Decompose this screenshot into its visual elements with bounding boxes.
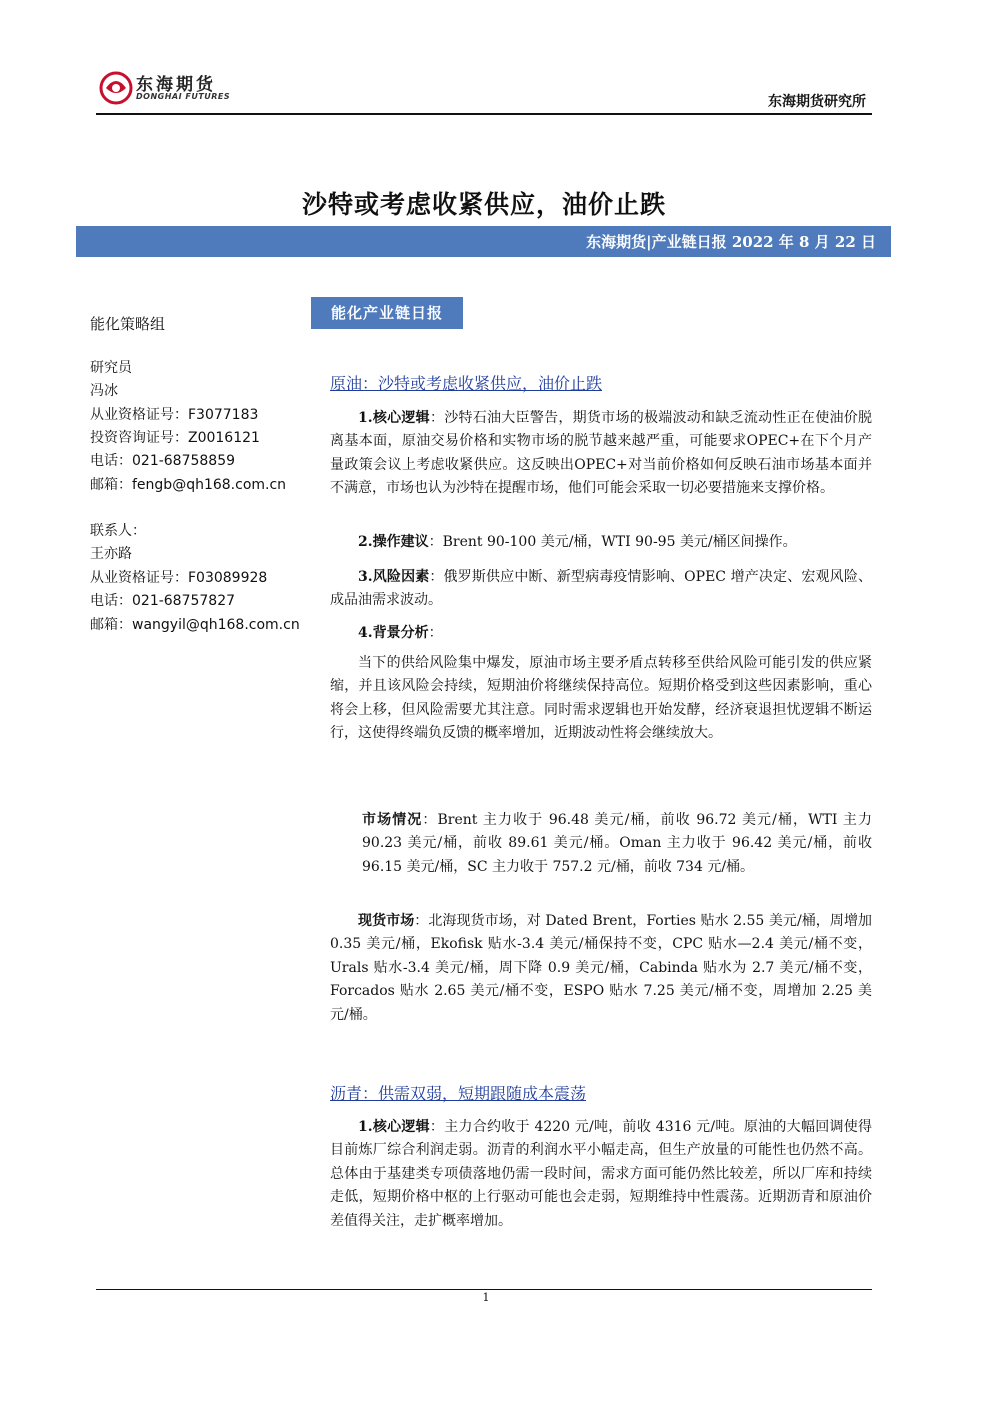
contact-email[interactable]: 邮箱：wangyil@qh168.com.cn xyxy=(90,617,300,633)
header-rule xyxy=(96,113,872,115)
date-banner-text: 东海期货|产业链日报 2022 年 8 月 22 日 xyxy=(586,233,876,251)
researcher-consult-cert: 投资咨询证号：Z0016121 xyxy=(90,430,260,446)
asphalt-core-logic-label: 1.核心逻辑 xyxy=(358,1119,430,1135)
crude-risk xyxy=(330,566,872,613)
team-name: 能化策略组 xyxy=(90,315,166,333)
logo-chinese-text: 东海期货 xyxy=(136,75,216,95)
report-title: 沙特或考虑收紧供应，油价止跌 xyxy=(301,190,666,219)
crude-spot-text: ：北海现货市场，对 Dated Brent，Forties 贴水 2.55 美元/桶，周增加 0.35 美元/桶，Ekofisk 贴水-3.4 美元/桶保持不变，CPC 贴水—2.4 美元/桶不变，Urals 贴水-3.4 美元/桶，周下降 0.9 美元/桶，Cabinda 贴水为 2.7 美元/桶不变， Forcados 贴水 2.65 美元/桶不变，ESPO 贴水 7.25 美元/桶不变，周增加 2.25 美元/桶。 xyxy=(330,913,873,1023)
logo-english-text: DONGHAI FUTURES xyxy=(136,92,231,101)
footer-rule xyxy=(96,1289,872,1290)
page-number: 1 xyxy=(482,1291,490,1304)
researcher-qualification: 从业资格证号：F3077183 xyxy=(90,407,259,423)
crude-market-label: 市场情况 xyxy=(362,812,423,828)
crude-risk-text: ：俄罗斯供应中断、新型病毒疫情影响、OPEC 增产决定、宏观风险、成品油需求波动。 xyxy=(330,569,872,609)
crude-spot-label: 现货市场 xyxy=(358,913,415,929)
asphalt-core-logic-text: ：主力合约收于 4220 元/吨，前收 4316 元/吨。原油的大幅回调使得目前炼厂综合利润走弱。沥青的利润水平小幅走高，但生产放量的可能性也仍然不高。总体由于基建类专项债落地仍需一段时间，需求方面可能仍然比较差，所以厂库和持续走低，短期价格中枢的上行驱动可能也会走弱，短期维持中性震荡。近期沥青和原油价差值得关注，走扩概率增加。 xyxy=(330,1119,872,1229)
crude-spot xyxy=(330,910,872,1027)
section-tag: 能化产业链日报 xyxy=(311,297,463,329)
crude-risk-label: 3.风险因素 xyxy=(358,569,430,585)
crude-background xyxy=(330,622,872,645)
researcher-email[interactable]: 邮箱：fengb@qh168.com.cn xyxy=(90,477,287,493)
crude-market-text: ：Brent 主力收于 96.48 美元/桶，前收 96.72 美元/桶，WTI 主力 90.23 美元/桶，前收 89.61 美元/桶。Oman 主力收于 96.42 美元/桶，前收 96.15 美元/桶，SC 主力收于 757.2 元/桶，前收 734 元/桶。 xyxy=(362,812,873,875)
asphalt-core-logic xyxy=(330,1116,872,1233)
crude-core-logic-label: 1.核心逻辑 xyxy=(358,410,430,426)
crude-operation xyxy=(330,531,872,554)
institute-name: 东海期货研究所 xyxy=(768,94,866,110)
crude-background-text: 当下的供给风险集中爆发，原油市场主要矛盾点转移至供给风险可能引发的供应紧缩，并且该风险会持续，短期油价将继续保持高位。短期价格受到这些因素影响，重心将会上移，但风险需要尤其注意。同时需求逻辑也开始发酵，经济衰退担忧逻辑不断运行，这使得终端负反馈的概率增加，近期波动性将会继续放大。 xyxy=(330,655,872,742)
contact-label: 联系人： xyxy=(90,523,146,539)
crude-operation-label: 2.操作建议 xyxy=(358,534,429,550)
crude-core-logic-text: ：沙特石油大臣警告，期货市场的极端波动和缺乏流动性正在使油价脱离基本面，原油交易价格和实物市场的脱节越来越严重，可能要求OPEC+在下个月产量政策会议上考虑收紧供应。这反映出OPEC+对当前价格如何反映石油市场基本面并不满意，市场也认为沙特在提醒市场，他们可能会采取一切必要措施来支撑价格。 xyxy=(330,410,873,497)
crude-core-logic xyxy=(330,407,872,501)
researcher-phone: 电话：021-68758859 xyxy=(90,453,236,469)
contact-qualification: 从业资格证号：F03089928 xyxy=(90,570,268,586)
crude-market xyxy=(330,809,872,879)
crude-background-colon: ： xyxy=(428,625,443,641)
asphalt-section-title[interactable]: 沥青：供需双弱，短期跟随成本震荡 xyxy=(330,1084,587,1103)
crude-background-label: 4.背景分析 xyxy=(358,625,429,641)
crude-section-title[interactable]: 原油：沙特或考虑收紧供应，油价止跌 xyxy=(330,374,603,393)
crude-operation-text: ：Brent 90-100 美元/桶，WTI 90-95 美元/桶区间操作。 xyxy=(428,534,797,550)
contact-phone: 电话：021-68757827 xyxy=(90,593,236,609)
researcher-label: 研究员 xyxy=(90,360,132,376)
contact-name: 王亦路 xyxy=(90,546,132,562)
researcher-name: 冯冰 xyxy=(90,383,118,399)
